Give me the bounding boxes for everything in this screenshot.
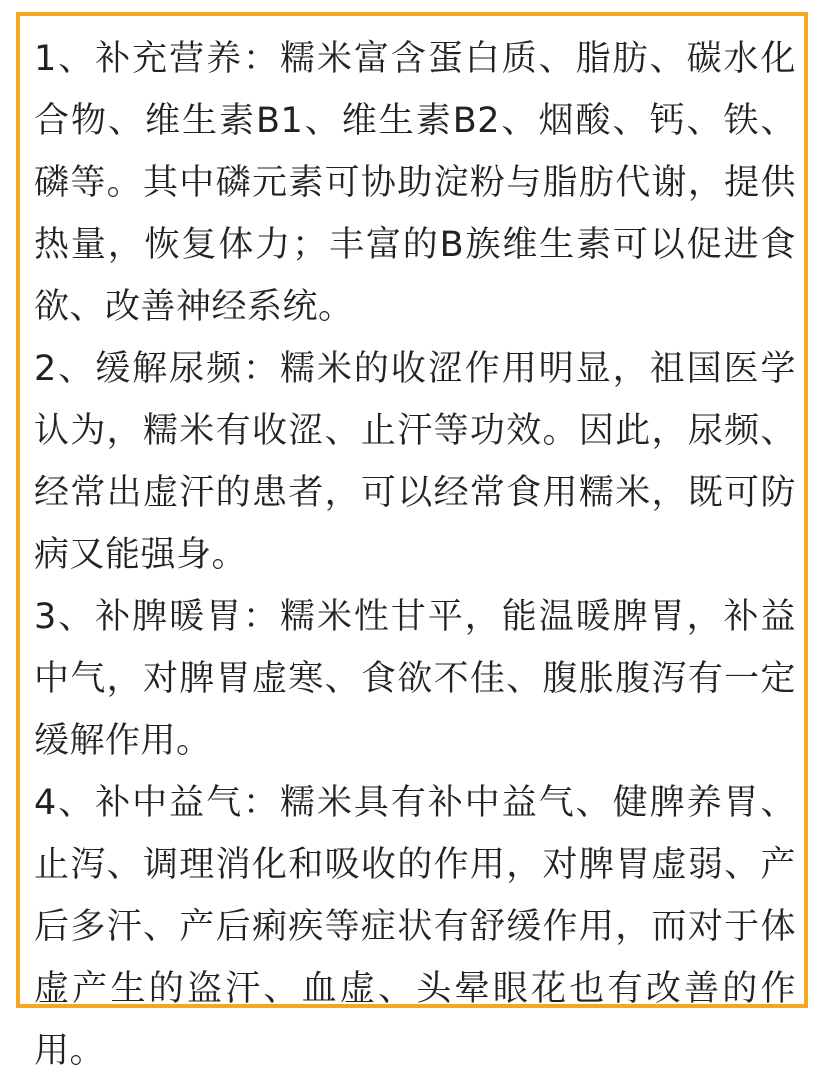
content-frame [16, 12, 808, 1071]
paragraph-urination: 2、缓解尿频：糯米的收涩作用明显，祖国医学认为，糯米有收涩、止汗等功效。因此，尿频、经常出虚汗的患者，可以经常食用糯米，既可防病又能强身。 [34, 349, 796, 575]
paragraph-stomach: 3、补脾暖胃：糯米性甘平，能温暖脾胃，补益中气，对脾胃虚寒、食欲不佳、腹胀腹泻有一定缓解作用。 [34, 597, 796, 761]
paragraph-nutrition: 1、补充营养：糯米富含蛋白质、脂肪、碳水化合物、维生素B1、维生素B2、烟酸、钙、铁、磷等。其中磷元素可协助淀粉与脂肪代谢，提供热量，恢复体力；丰富的B族维生素可以促进食欲、改善神经系统。 [34, 39, 796, 327]
article-body [34, 28, 796, 1082]
paragraph-qi: 4、补中益气：糯米具有补中益气、健脾养胃、止泻、调理消化和吸收的作用，对脾胃虚弱、产后多汗、产后痢疾等症状有舒缓作用，而对于体虚产生的盗汗、血虚、头晕眼花也有改善的作用。 [34, 783, 796, 1071]
